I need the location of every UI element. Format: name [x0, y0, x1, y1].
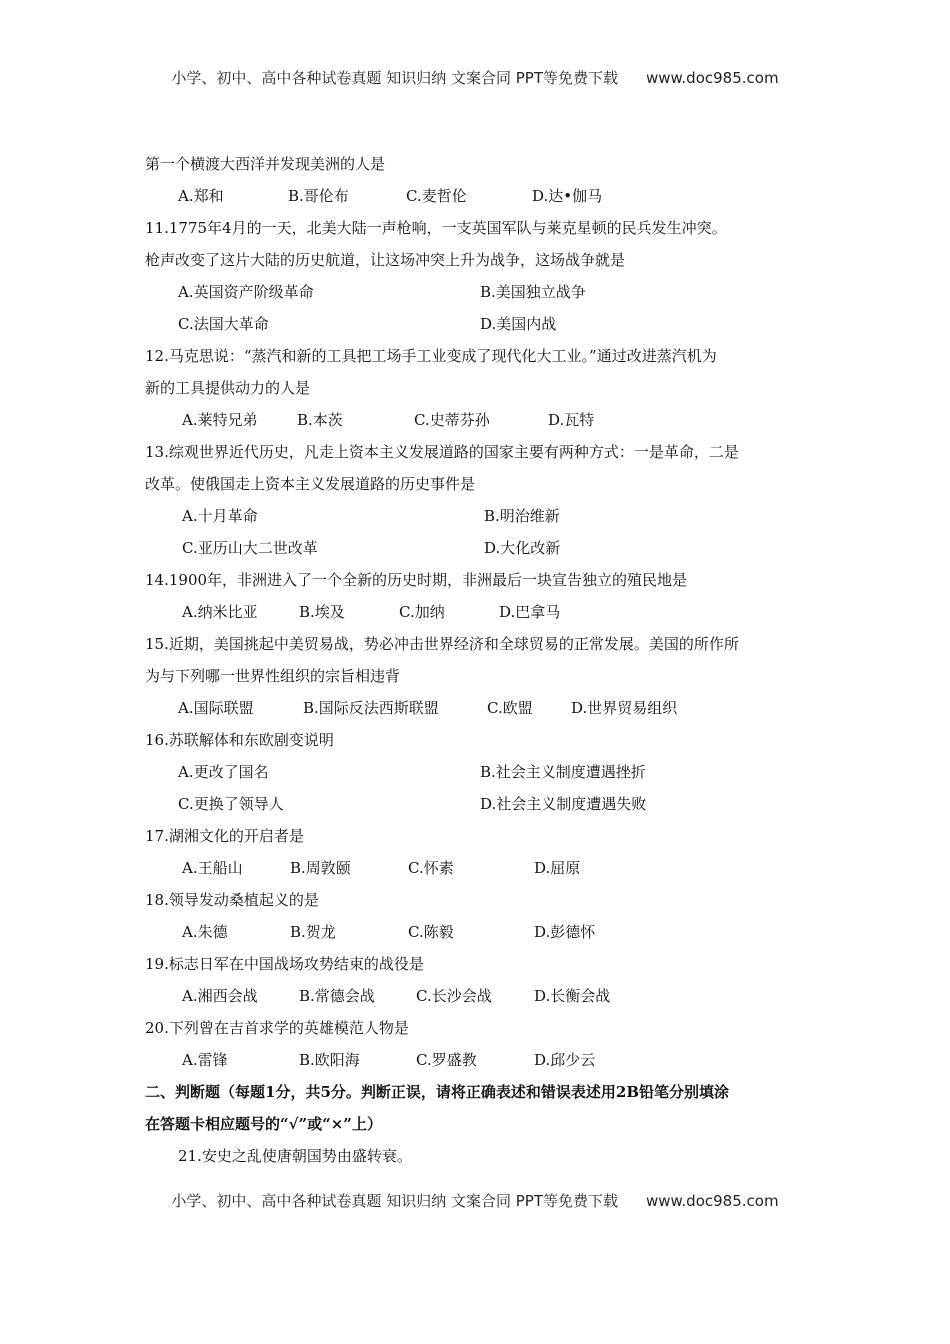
- question-19-stem: 19.标志日军在中国战场攻势结束的战役是: [145, 955, 424, 973]
- option-b: B.美国独立战争: [480, 283, 586, 301]
- question-15-stem-line-2: 为与下列哪一世界性组织的宗旨相违背: [145, 667, 401, 685]
- option-a: A.朱德: [182, 923, 228, 941]
- question-15-stem-line-1: 15.近期，美国挑起中美贸易战，势必冲击世界经济和全球贸易的正常发展。美国的所作所: [145, 635, 739, 653]
- option-a: A.郑和: [178, 187, 224, 205]
- question-20-options: [145, 1044, 815, 1076]
- header-url: www.doc985.com: [645, 69, 779, 87]
- question-11-options-row-2: [145, 308, 815, 340]
- option-c: C.麦哲伦: [406, 187, 467, 205]
- question-20-stem: 20.下列曾在吉首求学的英雄模范人物是: [145, 1019, 409, 1037]
- question-14-stem: 14.1900年，非洲进入了一个全新的历史时期，非洲最后一块宣告独立的殖民地是: [145, 571, 688, 589]
- question-18-options: [145, 916, 815, 948]
- option-d: D.屈原: [534, 859, 581, 877]
- option-d: D.世界贸易组织: [571, 699, 678, 717]
- option-b: B.埃及: [299, 603, 345, 621]
- option-c: C.陈毅: [408, 923, 454, 941]
- option-c: C.欧盟: [487, 699, 533, 717]
- option-a: A.英国资产阶级革命: [178, 283, 314, 301]
- question-12-stem-line-2: 新的工具提供动力的人是: [145, 379, 311, 397]
- question-15-options: [145, 692, 815, 724]
- question-16-stem: 16.苏联解体和东欧剧变说明: [145, 731, 334, 749]
- option-d: D.巴拿马: [499, 603, 561, 621]
- option-c: C.法国大革命: [178, 315, 269, 333]
- question-11-stem-line-2: 枪声改变了这片大陆的历史航道，让这场冲突上升为战争，这场战争就是: [145, 251, 626, 269]
- option-c: C.史蒂芬孙: [414, 411, 490, 429]
- option-c: C.罗盛教: [416, 1051, 477, 1069]
- option-b: B.本茨: [297, 411, 343, 429]
- option-a: A.纳米比亚: [182, 603, 258, 621]
- option-a: A.更改了国名: [178, 763, 269, 781]
- question-10-options: [145, 180, 815, 212]
- option-a: A.湘西会战: [182, 987, 258, 1005]
- question-14-options: [145, 596, 815, 628]
- question-17-stem: 17.湖湘文化的开启者是: [145, 827, 304, 845]
- question-13-options-row-2: [145, 532, 815, 564]
- option-b: B.国际反法西斯联盟: [303, 699, 439, 717]
- option-d: D.大化改新: [484, 539, 561, 557]
- option-b: B.贺龙: [290, 923, 336, 941]
- section-2-heading-line-1: 二、判断题（每题1分，共5分。判断正误，请将正确表述和错误表述用2B铅笔分别填涂: [145, 1083, 729, 1101]
- question-16-options-row-1: [145, 756, 815, 788]
- question-19-options: [145, 980, 815, 1012]
- option-a: A.十月革命: [182, 507, 258, 525]
- question-17-options: [145, 852, 815, 884]
- option-c: C.加纳: [399, 603, 445, 621]
- option-c: C.长沙会战: [416, 987, 492, 1005]
- question-16-options-row-2: [145, 788, 815, 820]
- option-c: C.亚历山大二世改革: [182, 539, 318, 557]
- header-text: 小学、初中、高中各种试卷真题 知识归纳 文案合同 PPT等免费下载: [171, 69, 618, 87]
- section-2-heading-line-2: 在答题卡相应题号的“√”或“×”上）: [145, 1115, 382, 1133]
- question-13-stem-line-2: 改革。使俄国走上资本主义发展道路的历史事件是: [145, 475, 476, 493]
- question-13-stem-line-1: 13.综观世界近代历史，凡走上资本主义发展道路的国家主要有两种方式：一是革命，二是: [145, 443, 739, 461]
- option-c: C.怀素: [408, 859, 454, 877]
- option-a: A.莱特兄弟: [182, 411, 258, 429]
- question-10-stem: 第一个横渡大西洋并发现美洲的人是: [145, 155, 386, 173]
- footer-text: 小学、初中、高中各种试卷真题 知识归纳 文案合同 PPT等免费下载: [171, 1192, 618, 1210]
- option-d: D.彭德怀: [534, 923, 596, 941]
- question-21-stem: 21.安史之乱使唐朝国势由盛转衰。: [178, 1147, 412, 1165]
- option-d: D.达•伽马: [532, 187, 603, 205]
- option-a: A.雷锋: [182, 1051, 228, 1069]
- page-header: [0, 68, 950, 88]
- question-12-stem-line-1: 12.马克思说：“蒸汽和新的工具把工场手工业变成了现代化大工业。”通过改进蒸汽机为: [145, 347, 717, 365]
- option-b: B.哥伦布: [288, 187, 349, 205]
- question-12-options: [145, 404, 815, 436]
- question-13-options-row-1: [145, 500, 815, 532]
- option-d: D.美国内战: [480, 315, 557, 333]
- option-d: D.长衡会战: [534, 987, 611, 1005]
- footer-url: www.doc985.com: [645, 1192, 779, 1210]
- option-a: A.国际联盟: [178, 699, 254, 717]
- option-b: B.社会主义制度遭遇挫折: [480, 763, 646, 781]
- option-b: B.明治维新: [484, 507, 560, 525]
- question-list: [145, 148, 815, 1172]
- option-d: D.社会主义制度遭遇失败: [480, 795, 647, 813]
- option-d: D.瓦特: [548, 411, 595, 429]
- option-b: B.周敦颐: [290, 859, 351, 877]
- question-18-stem: 18.领导发动桑植起义的是: [145, 891, 319, 909]
- option-a: A.王船山: [182, 859, 243, 877]
- page-footer: [0, 1191, 950, 1211]
- option-d: D.邱少云: [534, 1051, 596, 1069]
- option-b: B.欧阳海: [299, 1051, 360, 1069]
- question-11-stem-line-1: 11.1775年4月的一天，北美大陆一声枪响，一支英国军队与莱克星顿的民兵发生冲突。: [145, 219, 727, 237]
- option-c: C.更换了领导人: [178, 795, 284, 813]
- question-11-options-row-1: [145, 276, 815, 308]
- option-b: B.常德会战: [299, 987, 375, 1005]
